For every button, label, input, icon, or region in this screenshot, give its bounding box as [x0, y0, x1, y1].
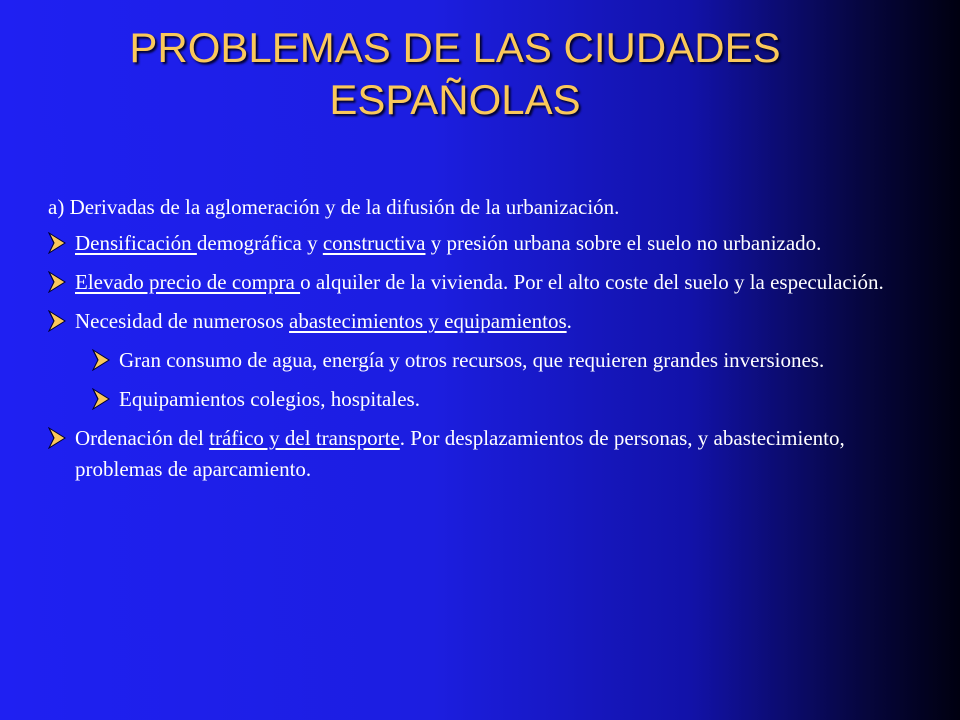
bullet-precio [48, 267, 908, 298]
bullet-text-1b: demográfica y [196, 231, 323, 255]
bullet-densificacion [48, 228, 908, 259]
bullet-text-3a: Necesidad de numerosos [75, 309, 290, 333]
bullet-text-4b: tráfico y del transporte [209, 426, 400, 450]
arrow-bullet-icon [48, 232, 66, 254]
title-line-2: ESPAÑOLAS [329, 76, 581, 123]
arrow-bullet-icon [48, 427, 66, 449]
sub-bullet-text-1: Gran consumo de agua, energía y otros recursos, que requieren grandes inversiones. [119, 348, 825, 372]
arrow-bullet-icon [92, 388, 110, 410]
bullet-text-1d: y presión urbana sobre el suelo no urbanizado. [425, 231, 822, 255]
bullet-text-4a: Ordenación del [75, 426, 210, 450]
slide-title [40, 22, 870, 126]
arrow-bullet-icon [48, 310, 66, 332]
bullet-text-1a: Densificación [75, 231, 197, 255]
slide-content [48, 192, 908, 493]
intro-text: a) Derivadas de la aglomeración y de la difusión de la urbanización. [48, 195, 620, 219]
bullet-text-4c: . Por desplazamientos de personas, y abastecimiento, problemas de aparcamiento. [75, 426, 845, 481]
bullet-text-3c: . [566, 309, 572, 333]
arrow-bullet-icon [92, 349, 110, 371]
title-line-1: PROBLEMAS DE LAS CIUDADES [129, 24, 781, 71]
sub-bullet-text-2: Equipamientos colegios, hospitales. [119, 387, 420, 411]
sub-bullet-equipamientos [92, 384, 908, 415]
bullet-text-2a: Elevado precio de compra [75, 270, 301, 294]
bullet-trafico [48, 423, 908, 485]
bullet-text-1c: constructiva [322, 231, 426, 255]
arrow-bullet-icon [48, 271, 66, 293]
sub-bullet-consumo [92, 345, 908, 376]
bullet-abastecimientos [48, 306, 908, 337]
bullet-text-2b: o alquiler de la vivienda. Por el alto coste del suelo y la especulación. [300, 270, 884, 294]
bullet-text-3b: abastecimientos y equipamientos [289, 309, 567, 333]
